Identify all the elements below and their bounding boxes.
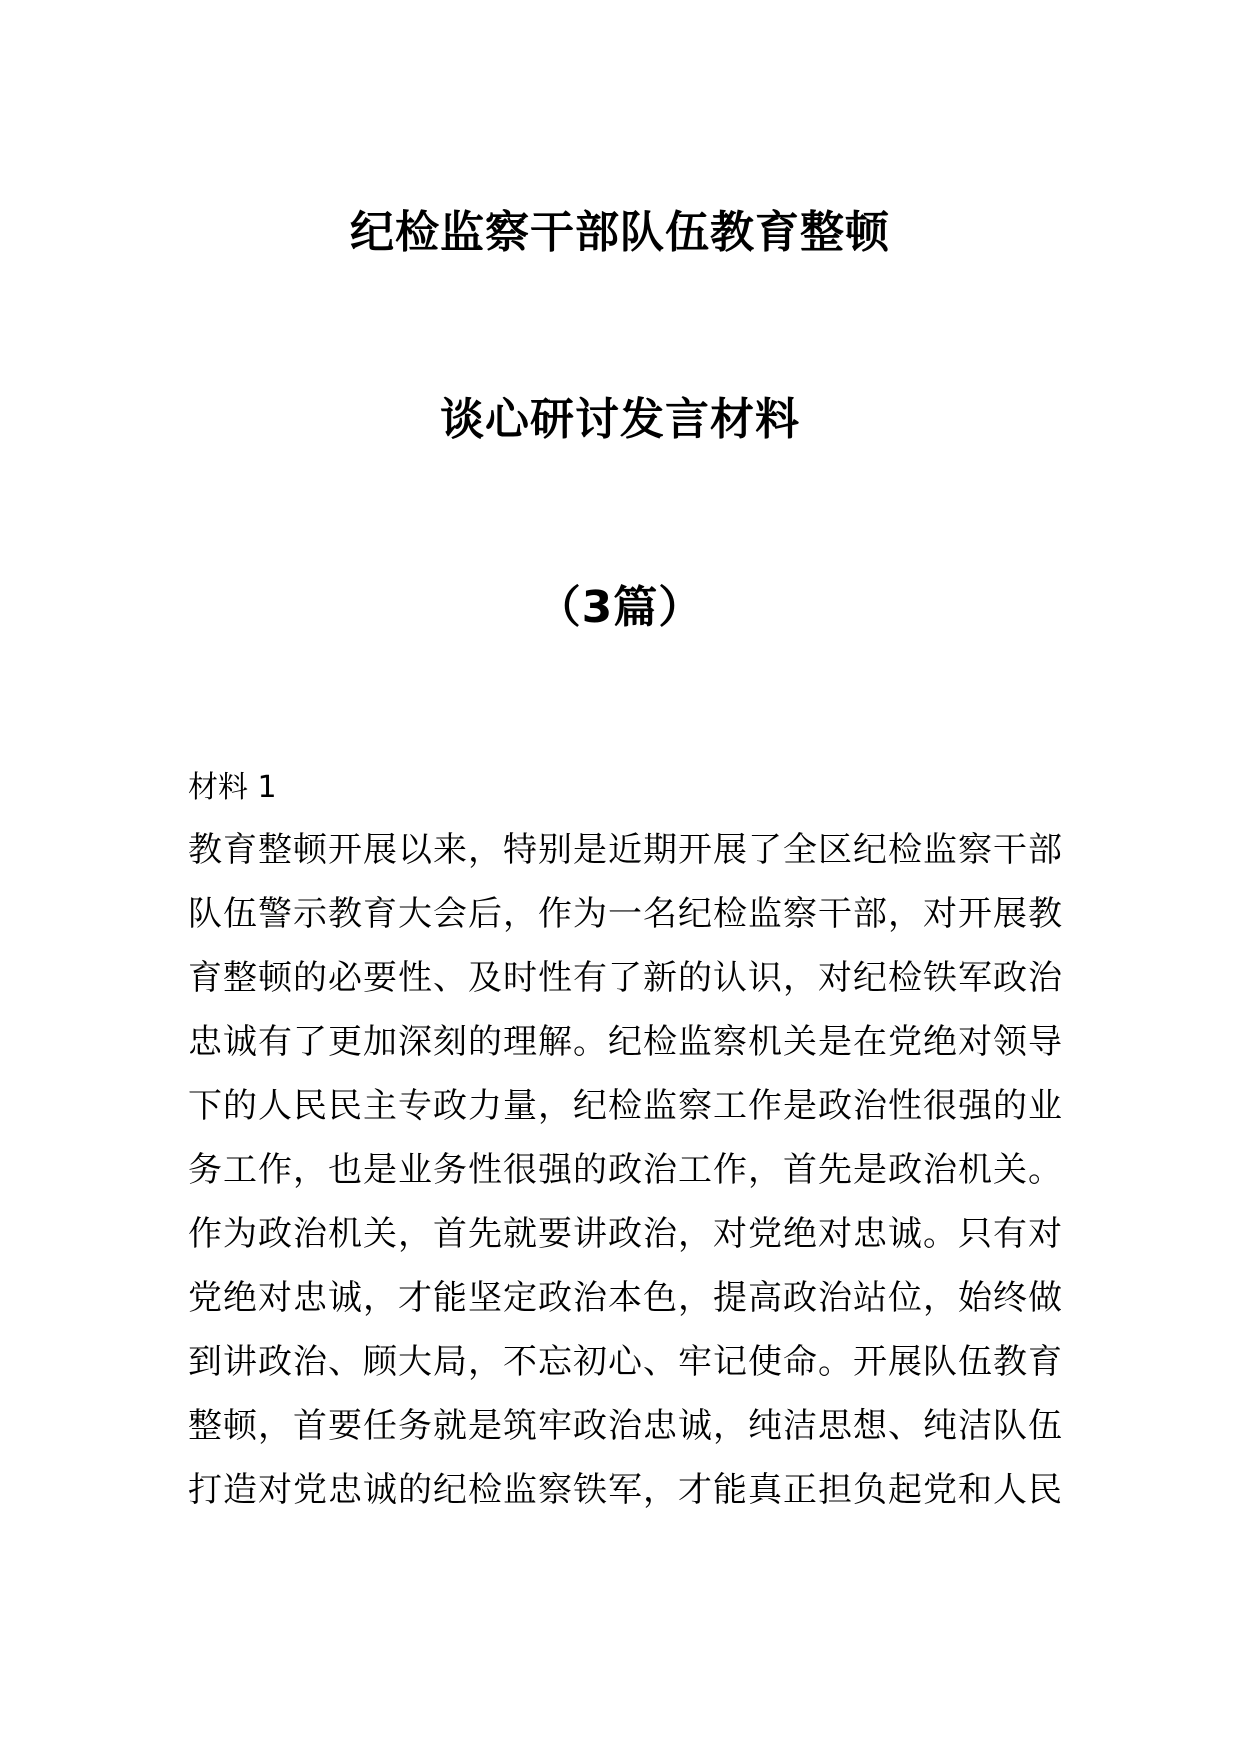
- body-line: 育整顿的必要性、及时性有了新的认识，对纪检铁军政治: [188, 958, 1063, 998]
- body-line: 作为政治机关，首先就要讲政治，对党绝对忠诚。只有对: [188, 1214, 1063, 1254]
- document-title-line-1: 纪检监察干部队伍教育整顿: [350, 207, 890, 258]
- body-line: 下的人民民主专政力量，纪检监察工作是政治性很强的业: [188, 1086, 1063, 1126]
- body-line: 党绝对忠诚，才能坚定政治本色，提高政治站位，始终做: [188, 1278, 1063, 1318]
- document-title-count: （3篇）: [536, 582, 704, 633]
- body-line: 到讲政治、顾大局，不忘初心、牢记使命。开展队伍教育: [188, 1342, 1063, 1382]
- document-title-line-2: 谈心研讨发言材料: [440, 394, 800, 445]
- body-line: 忠诚有了更加深刻的理解。纪检监察机关是在党绝对领导: [188, 1022, 1063, 1062]
- body-line: 整顿，首要任务就是筑牢政治忠诚，纯洁思想、纯洁队伍: [188, 1406, 1063, 1446]
- body-paragraph: [188, 818, 1063, 1522]
- body-line: 打造对党忠诚的纪检监察铁军，才能真正担负起党和人民: [188, 1470, 1063, 1510]
- body-line: 队伍警示教育大会后，作为一名纪检监察干部，对开展教: [188, 894, 1063, 934]
- section-label: 材料 1: [188, 770, 277, 805]
- body-line: 务工作，也是业务性很强的政治工作，首先是政治机关。: [188, 1150, 1063, 1190]
- body-line: 教育整顿开展以来，特别是近期开展了全区纪检监察干部: [188, 830, 1063, 870]
